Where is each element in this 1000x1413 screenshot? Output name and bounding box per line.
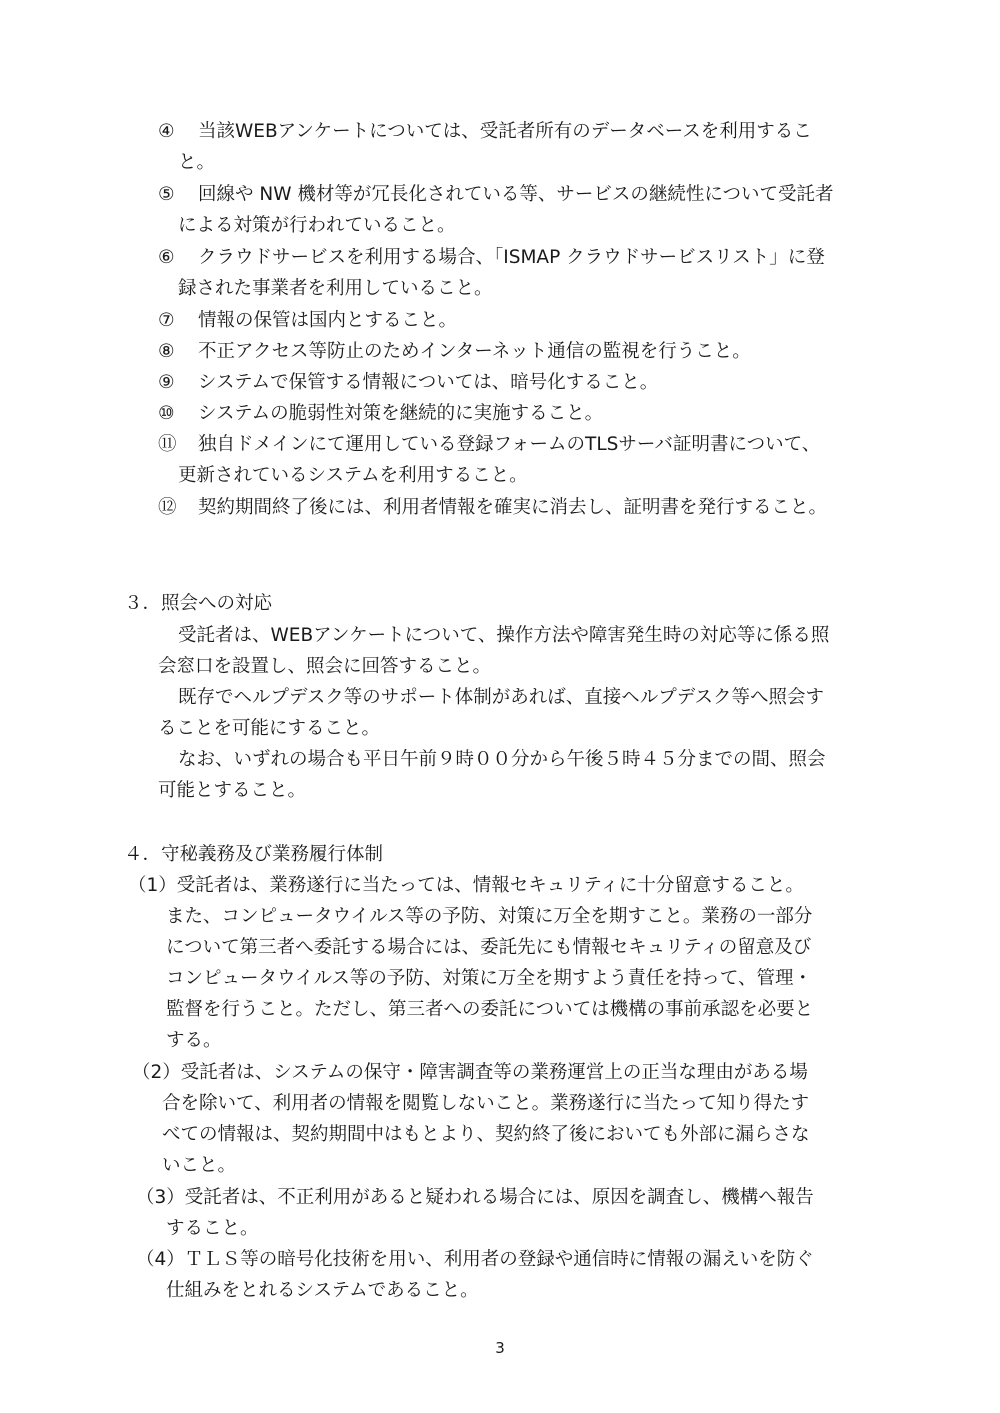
paragraph-line: 会窓口を設置し、照会に回答すること。 — [158, 656, 492, 677]
numbered-item-line: 監督を行うこと。ただし、第三者への委託については機構の事前承認を必要と — [166, 999, 814, 1020]
paragraph-line: なお、いずれの場合も平日午前９時００分から午後５時４５分までの間、照会 — [178, 749, 826, 770]
paragraph-line: 受託者は、WEBアンケートについて、操作方法や障害発生時の対応等に係る照 — [178, 625, 830, 646]
section-heading: ３．照会への対応 — [124, 593, 273, 614]
list-marker: ⑩ — [158, 403, 175, 424]
numbered-item-line: （4）ＴＬＳ等の暗号化技術を用い、利用者の登録や通信時に情報の漏えいを防ぐ — [136, 1249, 814, 1270]
list-marker: ⑪ — [158, 434, 177, 455]
list-item — [158, 371, 658, 395]
list-item-text: クラウドサービスを利用する場合、「ISMAP クラウドサービスリスト」に登 — [198, 247, 825, 268]
list-marker: ⑥ — [158, 247, 175, 268]
list-item-continuation: による対策が行われていること。 — [178, 215, 456, 236]
numbered-item-line: 合を除いて、利用者の情報を閲覧しないこと。業務遂行に当たって知り得たす — [162, 1093, 810, 1114]
paragraph-line: ることを可能にすること。 — [158, 718, 381, 739]
list-item-continuation: と。 — [178, 152, 216, 173]
numbered-item-line: いこと。 — [162, 1155, 237, 1176]
numbered-item-line: （3）受託者は、不正利用があると疑われる場合には、原因を調査し、機構へ報告 — [136, 1187, 814, 1208]
list-item — [158, 340, 751, 364]
list-marker: ④ — [158, 121, 175, 142]
list-item — [158, 120, 812, 144]
numbered-item-line: べての情報は、契約期間中はもとより、契約終了後においても外部に漏らさな — [162, 1124, 810, 1145]
numbered-item-line: すること。 — [166, 1218, 259, 1239]
numbered-item-line: （2）受託者は、システムの保守・障害調査等の業務運営上の正当な理由がある場 — [132, 1062, 808, 1083]
list-item-continuation: 更新されているシステムを利用すること。 — [178, 465, 528, 486]
list-marker: ⑫ — [158, 497, 177, 518]
page-number: 3 — [495, 1339, 505, 1357]
numbered-item-line: について第三者へ委託する場合には、委託先にも情報セキュリティの留意及び — [166, 937, 812, 958]
numbered-item-line: 仕組みをとれるシステムであること。 — [166, 1280, 479, 1301]
list-item-text: 当該WEBアンケートについては、受託者所有のデータベースを利用するこ — [198, 121, 812, 142]
list-item-text: 回線や NW 機材等が冗長化されている等、サービスの継続性について受託者 — [198, 184, 834, 205]
list-item-text: 契約期間終了後には、利用者情報を確実に消去し、証明書を発行すること。 — [198, 497, 828, 518]
list-item-text: 不正アクセス等防止のためインターネット通信の監視を行うこと。 — [198, 341, 751, 362]
numbered-item-line: する。 — [166, 1030, 222, 1051]
list-marker: ⑧ — [158, 341, 175, 362]
list-item-text: 独自ドメインにて運用している登録フォームのTLSサーバ証明書について、 — [198, 434, 821, 455]
list-item-text: 情報の保管は国内とすること。 — [198, 310, 458, 331]
list-item — [158, 402, 603, 426]
list-item — [158, 496, 827, 520]
list-item-continuation: 録された事業者を利用していること。 — [178, 278, 493, 299]
paragraph-line: 可能とすること。 — [158, 780, 307, 801]
numbered-item-line: また、コンピュータウイルス等の予防、対策に万全を期すこと。業務の一部分 — [166, 906, 813, 927]
list-item — [158, 433, 820, 457]
list-marker: ⑦ — [158, 310, 175, 331]
paragraph-line: 既存でヘルプデスク等のサポート体制があれば、直接ヘルプデスク等へ照会す — [178, 687, 825, 708]
list-item — [158, 309, 457, 333]
list-marker: ⑨ — [158, 372, 175, 393]
list-item — [158, 183, 834, 207]
numbered-item-line: コンピュータウイルス等の予防、対策に万全を期すよう責任を持って、管理・ — [166, 968, 813, 989]
list-item-text: システムの脆弱性対策を継続的に実施すること。 — [198, 403, 604, 424]
section-heading: ４．守秘義務及び業務履行体制 — [124, 844, 384, 865]
numbered-item-line: （1）受託者は、業務遂行に当たっては、情報セキュリティに十分留意すること。 — [128, 875, 804, 896]
list-item — [158, 246, 825, 270]
list-item-text: システムで保管する情報については、暗号化すること。 — [198, 372, 659, 393]
list-marker: ⑤ — [158, 184, 175, 205]
